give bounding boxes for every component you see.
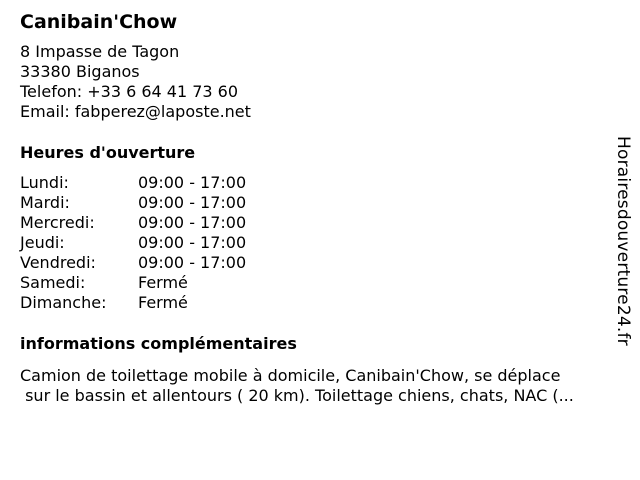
day-label: Vendredi: bbox=[20, 253, 96, 272]
hours-row-friday bbox=[20, 253, 620, 273]
info-title: informations complémentaires bbox=[20, 334, 297, 353]
business-name: Canibain'Chow bbox=[20, 11, 178, 33]
hours-row-tuesday bbox=[20, 193, 620, 213]
day-label: Jeudi: bbox=[20, 233, 65, 252]
site-watermark: Horairesdouverture24.fr bbox=[613, 136, 633, 346]
address-block bbox=[20, 42, 620, 122]
day-label: Dimanche: bbox=[20, 293, 107, 312]
time-value: 09:00 - 17:00 bbox=[138, 193, 247, 212]
hours-table bbox=[20, 173, 620, 313]
hours-row-sunday bbox=[20, 293, 620, 313]
time-value: Fermé bbox=[138, 293, 188, 312]
day-label: Samedi: bbox=[20, 273, 86, 292]
info-text-line-1: Camion de toilettage mobile à domicile, Canibain'Chow, se déplace bbox=[20, 366, 561, 385]
phone-number[interactable]: Telefon: +33 6 64 41 73 60 bbox=[20, 82, 239, 101]
day-label: Mardi: bbox=[20, 193, 70, 212]
hours-row-thursday bbox=[20, 233, 620, 253]
hours-title: Heures d'ouverture bbox=[20, 143, 196, 162]
address-city: 33380 Biganos bbox=[20, 62, 140, 81]
info-text-line-2: sur le bassin et allentours ( 20 km). Toilettage chiens, chats, NAC (... bbox=[20, 386, 574, 405]
time-value: 09:00 - 17:00 bbox=[138, 173, 247, 192]
address-street: 8 Impasse de Tagon bbox=[20, 42, 180, 61]
business-card bbox=[20, 10, 620, 406]
hours-row-monday bbox=[20, 173, 620, 193]
day-label: Mercredi: bbox=[20, 213, 95, 232]
hours-row-saturday bbox=[20, 273, 620, 293]
time-value: 09:00 - 17:00 bbox=[138, 213, 247, 232]
time-value: 09:00 - 17:00 bbox=[138, 233, 247, 252]
time-value: Fermé bbox=[138, 273, 188, 292]
time-value: 09:00 - 17:00 bbox=[138, 253, 247, 272]
day-label: Lundi: bbox=[20, 173, 69, 192]
email-address[interactable]: Email: fabperez@laposte.net bbox=[20, 102, 251, 121]
hours-row-wednesday bbox=[20, 213, 620, 233]
